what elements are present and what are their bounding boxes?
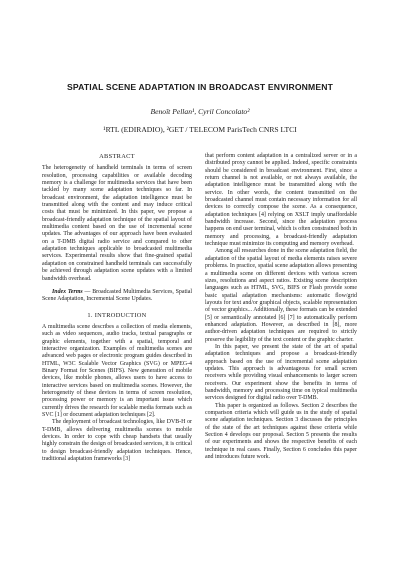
intro-paragraph-2: The deployment of broadcast technologies, like DVB-H or T-DMB, allows delivering multimedia scenes to mobile devices. In order to cope with cheap handsets that usually highly constrain the design of broadcasted services, it is critical to design broadcast-friendly adaptation techniques. Hence, traditional adaptation frameworks [3] — [42, 419, 192, 463]
index-terms-text: — Broadcasted Multimedia Services, Spatial Scene Adaptation, Incremental Scene Updates. — [42, 288, 192, 303]
author-line: Benoît Pellan¹, Cyril Concolato² — [150, 107, 250, 116]
introduction-heading: 1. INTRODUCTION — [87, 311, 147, 319]
intro-paragraph-1: A multimedia scene describes a collection of media elements, such as video sequences, audio tracks, textual paragraphs or graphic elements, together with a spatial, temporal and interactive organization. Examples of multimedia scenes are advanced web pages or electronic program guides described in HTML, W3C Scalable Vector Graphics (SVG) or MPEG-4 Binary Format for Scenes (BIFS). New generation of mobile devices, like mobile phones, allows users to have access to interactive services based on multimedia scenes. However, the heterogeneity of these devices in terms of screen resolution, processing power or memory is an important issue which currently drives the research for scalable media formats such as SVC [1] or document adaptation techniques [2]. — [42, 323, 192, 418]
right-paragraph-3: In this paper, we present the state of the art of spatial adaptation techniques and propose a broadcast-friendly approach based on the use of incremental scene adaptation updates. This approach is advantageous for small screen receivers while providing visual enhancements to larger screen receivers. Our experiment show the benefits in terms of bandwidth, memory and processing time on typical multimedia services designed for digital radio over T-DMB. — [205, 343, 357, 402]
index-terms — [42, 289, 192, 304]
left-column — [42, 153, 192, 463]
index-terms-label: Index Terms — [52, 288, 83, 295]
paper-title: SPATIAL SCENE ADAPTATION IN BROADCAST ENVIRONMENT — [67, 82, 333, 92]
abstract-text: The heterogeneity of handheld terminals in terms of screen resolution, processing capabilities or available decoding memory is a challenge for multimedia services that have been tackled by many scene adaptation techniques so far. In broadcast environment, the adaptation intelligence must be transmitted along with the content and may induce critical costs that must be minimized. In this paper, we propose a broadcast-friendly adaptation technique of the spatial layout of multimedia content based on the use of incremental scene updates. The advantages of our approach have been evaluated on a T-DMB digital radio service and compared to other adaptation techniques applicable to broadcasted multimedia services. Experimental results show that fine-grained spatial adaptation on constrained handheld terminals can successfully be achieved through adaptation scene updates with a limited bandwidth overhead. — [42, 165, 192, 282]
right-column — [205, 153, 357, 461]
right-paragraph-4: This paper is organized as follows. Section 2 describes the comparison criteria which will guide us in the study of spatial scene adaptation techniques. Section 3 discusses the principles of the state of the art techniques against these criteria while Section 4 develops our proposal. Section 5 presents the results of our experiments and shows the respective benefits of each technique in real cases. Finally, Section 6 concludes this paper and introduces future work. — [205, 402, 357, 461]
affiliation-line: ¹RTL (EDIRADIO), ²GET / TELECOM ParisTech CNRS LTCI — [103, 125, 297, 134]
right-paragraph-2: Among all researches done in the scene adaptation field, the adaptation of the spatial layout of media elements raises severe problems. In practice, spatial scene adaptation allows presenting a multimedia scene on different devices with various screen sizes, resolutions and aspect ratios. Existing scene description languages such as HTML, SVG, BIFS or Flash provide some basic spatial adaptation mechanisms: automatic flow/grid layouts for text and/or graphical objects, scalable representation of vector graphics... Additionally, these formats can be extended [5] or semantically annotated [6] [7] to automatically perform enhanced adaptation. However, as described in [8], more author-driven adaptation techniques are required to strictly preserve the legibility of the text content or the graphic charter. — [205, 248, 357, 343]
right-paragraph-1: that perform content adaptation in a centralized server or in a distributed proxy cannot be applied. Indeed, specific constraints should be considered in broadcast environment. First, since a return channel is not available, or not always available, the adaptation intelligence must be transmitted along with the service. In other words, the content transmitted on the broadcasted channel must contain necessary information for all devices to correctly compose the scene. As a consequence, adaptation techniques [4] relying on XSLT imply unaffordable bandwidth increase. Second, since the adaptation process happens on end user terminal, which is often constrained both in memory and processing, a broadcast-friendly adaptation technique must minimize its computing and memory overhead. — [205, 153, 357, 248]
abstract-heading: ABSTRACT — [99, 153, 135, 160]
